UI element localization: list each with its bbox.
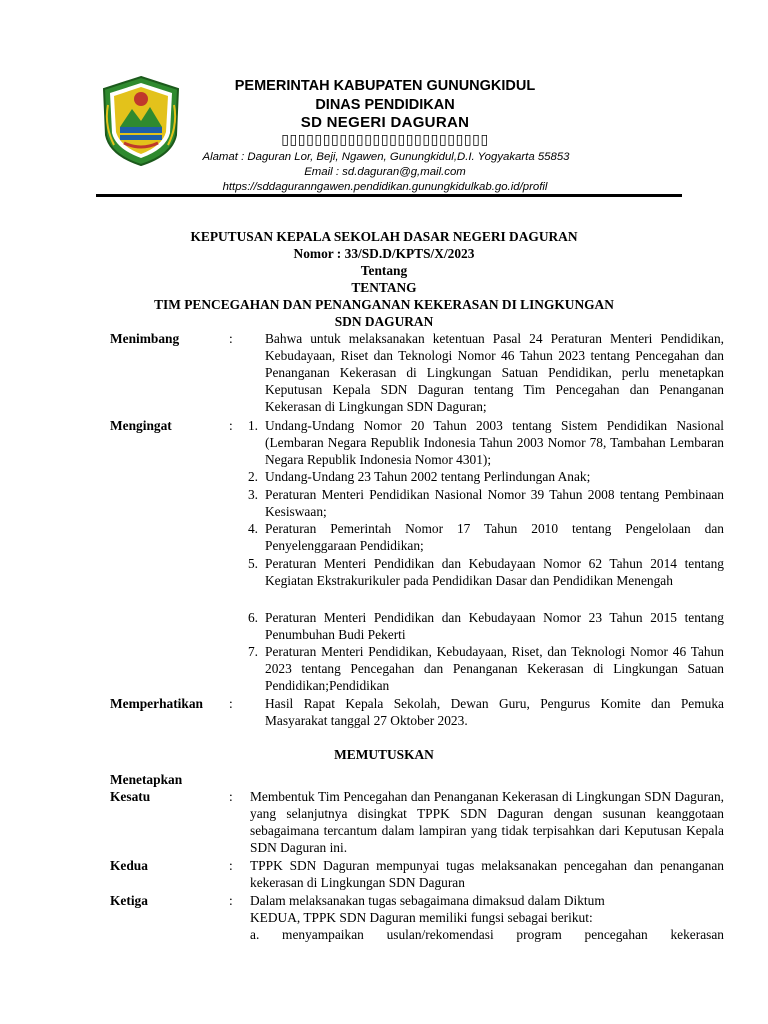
ketiga-item-a: a. menyampaikan usulan/rekomendasi program pencegahan kekerasan	[250, 927, 724, 942]
decree-subject-school: SDN DAGURAN	[334, 314, 434, 329]
letterhead-javanese-script: ▯▯▯▯▯▯▯▯▯▯▯▯▯▯▯▯▯▯▯▯▯▯▯▯▯	[281, 131, 489, 147]
memperhatikan-text: Hasil Rapat Kepala Sekolah, Dewan Guru, Pengurus Komite dan Pemuka Masyarakat tanggal 27 Oktober 2023.	[265, 696, 724, 728]
letterhead-department: DINAS PENDIDIKAN	[315, 97, 455, 113]
decree-title: KEPUTUSAN KEPALA SEKOLAH DASAR NEGERI DAGURAN	[190, 229, 578, 244]
list-number: 4.	[247, 521, 258, 536]
mengingat-item: Peraturan Menteri Pendidikan dan Kebudayaan Nomor 23 Tahun 2015 tentang Penumbuhan Budi Pekerti	[265, 610, 724, 642]
mengingat-item: Peraturan Pemerintah Nomor 17 Tahun 2010 tentang Pengelolaan dan Penyelenggaraan Pendidikan;	[265, 521, 724, 553]
list-number: 6.	[247, 610, 258, 625]
section-label-mengingat: Mengingat	[110, 418, 172, 433]
section-label-kedua: Kedua	[110, 858, 148, 873]
letterhead-website: https://sddaguranngawen.pendidikan.gunungkidulkab.go.id/profil	[222, 181, 548, 193]
mengingat-item: Undang-Undang 23 Tahun 2002 tentang Perlindungan Anak;	[265, 469, 591, 484]
list-number: 1.	[247, 418, 258, 433]
decree-about-upper: TENTANG	[351, 280, 417, 295]
section-label-ketiga: Ketiga	[110, 893, 148, 908]
decree-number: Nomor : 33/SD.D/KPTS/X/2023	[293, 246, 475, 261]
list-number: 3.	[247, 487, 258, 502]
section-colon: :	[229, 789, 233, 804]
list-number: 5.	[247, 556, 258, 571]
section-colon: :	[229, 893, 233, 908]
letterhead-government: PEMERINTAH KABUPATEN GUNUNGKIDUL	[234, 78, 536, 94]
letterhead-school-name: SD NEGERI DAGURAN	[300, 114, 470, 131]
letterhead-address: Alamat : Daguran Lor, Beji, Ngawen, Gunungkidul,D.I. Yogyakarta 55853	[202, 151, 570, 163]
section-colon: :	[229, 696, 233, 711]
section-label-menimbang: Menimbang	[110, 331, 180, 346]
decree-about: Tentang	[360, 263, 408, 278]
kedua-text: TPPK SDN Daguran mempunyai tugas melaksanakan pencegahan dan penanganan kekerasan di Lingkungan SDN Daguran	[250, 858, 724, 890]
mengingat-item: Peraturan Menteri Pendidikan dan Kebudayaan Nomor 62 Tahun 2014 tentang Kegiatan Ekstrakurikuler pada Pendidikan Dasar dan Pendidikan Menengah	[265, 556, 724, 588]
decree-subject: TIM PENCEGAHAN DAN PENANGANAN KEKERASAN DI LINGKUNGAN	[154, 297, 614, 312]
decision-heading: MEMUTUSKAN	[334, 747, 434, 762]
letterhead-divider	[96, 194, 682, 197]
letterhead-email: Email : sd.daguran@g,mail.com	[304, 166, 466, 178]
ketiga-line-1: Dalam melaksanakan tugas sebagaimana dimaksud dalam Diktum	[250, 893, 605, 908]
section-colon: :	[229, 418, 233, 433]
ketiga-line-2: KEDUA, TPPK SDN Daguran memiliki fungsi sebagai berikut:	[250, 910, 593, 925]
list-number: 7.	[247, 644, 258, 659]
section-label-menetapkan: Menetapkan	[110, 772, 183, 787]
section-label-memperhatikan: Memperhatikan	[110, 696, 203, 711]
gunungkidul-emblem-logo	[100, 75, 182, 167]
mengingat-item: Peraturan Menteri Pendidikan, Kebudayaan, Riset, dan Teknologi Nomor 46 Tahun 2023 tentang Pencegahan dan Penanganan Kekerasan di Lingkungan Satuan Pendidikan;Pendidikan	[265, 644, 724, 693]
section-colon: :	[229, 331, 233, 346]
list-number: 2.	[247, 469, 258, 484]
kesatu-text: Membentuk Tim Pencegahan dan Penanganan Kekerasan di Lingkungan SDN Daguran, yang selanjutnya disingkat TPPK SDN Daguran dengan susunan keanggotaan sebagaimana tercantum dalam lampiran yang tidak terpisahkan dari Keputusan Kepala SDN Daguran ini.	[250, 789, 724, 855]
section-label-kesatu: Kesatu	[110, 789, 151, 804]
menimbang-text: Bahwa untuk melaksanakan ketentuan Pasal 24 Peraturan Menteri Pendidikan, Kebudayaan, Riset dan Teknologi Nomor 46 Tahun 2023 tentang Pencegahan dan Penanganan Kekerasan di Lingkungan Satuan Pendidikan, perlu menetapkan Keputusan Kepala SDN Daguran tentang Tim Pencegahan dan Penanganan Kekerasan di Lingkungan SDN Daguran;	[265, 331, 724, 414]
section-colon: :	[229, 858, 233, 873]
mengingat-item: Undang-Undang Nomor 20 Tahun 2003 tentang Sistem Pendidikan Nasional (Lembaran Negara Republik Indonesia Tahun 2003 Nomor 78, Tambahan Lembaran Negara Republik Indonesia Nomor 4301);	[265, 418, 724, 467]
mengingat-item: Peraturan Menteri Pendidikan Nasional Nomor 39 Tahun 2008 tentang Pembinaan Kesiswaan;	[265, 487, 724, 519]
